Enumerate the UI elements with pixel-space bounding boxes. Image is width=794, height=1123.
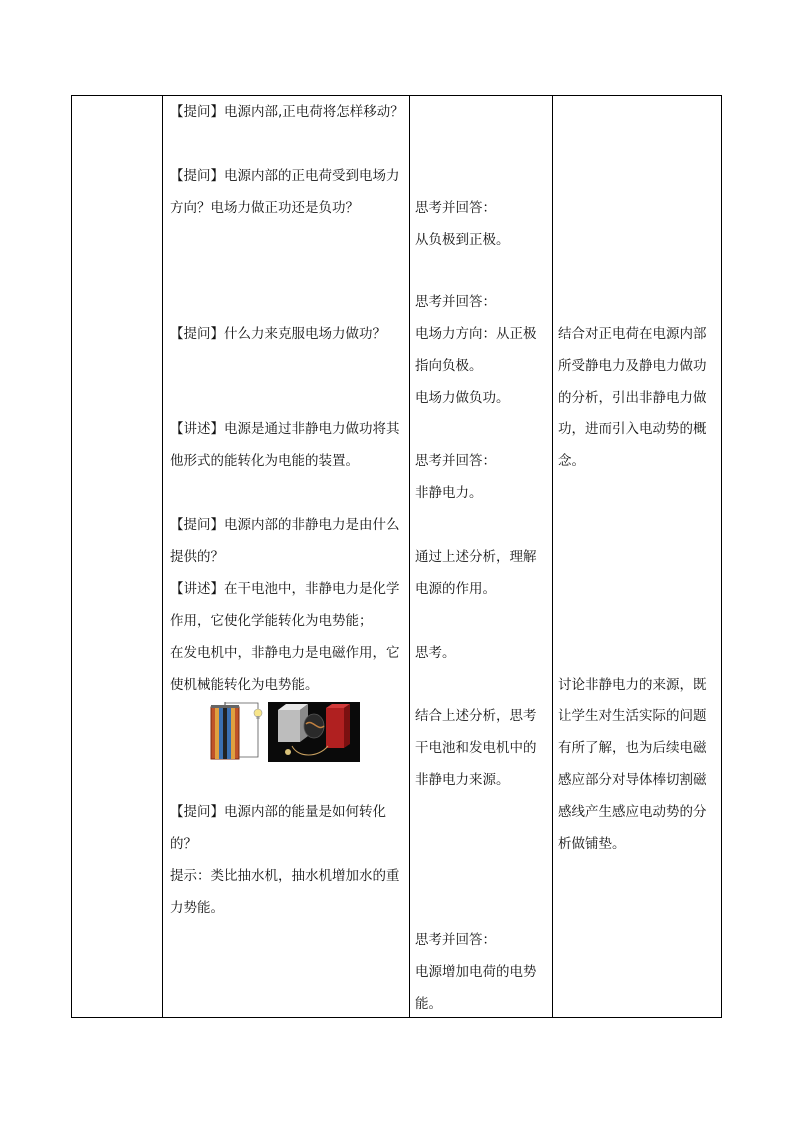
text-line: 结合上述分析，思考 bbox=[415, 708, 537, 724]
text-line: 干电池和发电机中的 bbox=[415, 740, 537, 756]
text-line: 【提问】电源内部,正电荷将怎样移动？ bbox=[170, 104, 404, 120]
text-line: 析做铺垫。 bbox=[558, 836, 626, 852]
text-line: 【提问】电源内部的能量是如何转化 bbox=[170, 804, 386, 820]
text-line: 在发电机中，非静电力是电磁作用，它 bbox=[170, 645, 400, 661]
text-line: 作用，它使化学能转化为电势能； bbox=[170, 613, 373, 629]
text-line: 感线产生感应电动势的分 bbox=[558, 804, 707, 820]
text-line: 的？ bbox=[170, 836, 197, 852]
text-line: 方向？电场力做正功还是负功？ bbox=[170, 200, 359, 216]
text-line: 【提问】什么力来克服电场力做功？ bbox=[170, 326, 386, 342]
text-line: 指向负极。 bbox=[415, 358, 483, 374]
text-line: 【提问】电源内部的正电荷受到电场力 bbox=[170, 168, 400, 184]
text-line: 能。 bbox=[415, 996, 442, 1012]
text-line: 力势能。 bbox=[170, 900, 224, 916]
text-line: 使机械能转化为电势能。 bbox=[170, 677, 319, 693]
text-line: 电源增加电荷的电势 bbox=[415, 964, 537, 980]
text-line: 他形式的能转化为电能的装置。 bbox=[170, 453, 359, 469]
text-line: 【提问】电源内部的非静电力是由什么 bbox=[170, 517, 400, 533]
text-line: 提示：类比抽水机，抽水机增加水的重 bbox=[170, 868, 400, 884]
text-line: 讨论非静电力的来源，既 bbox=[558, 677, 707, 693]
battery-generator-figure bbox=[208, 702, 360, 762]
text-line: 让学生对生活实际的问题 bbox=[558, 708, 707, 724]
text-line: 非静电力来源。 bbox=[415, 772, 510, 788]
text-line: 功，进而引入电动势的概 bbox=[558, 421, 707, 437]
light-bulb-icon bbox=[254, 709, 262, 719]
text-line: 结合对正电荷在电源内部 bbox=[558, 326, 707, 342]
text-line: 思考并回答： bbox=[415, 453, 496, 469]
column-divider bbox=[162, 96, 163, 1017]
column-divider bbox=[552, 96, 553, 1017]
text-line: 的分析，引出非静电力做 bbox=[558, 390, 707, 406]
text-line: 思考并回答： bbox=[415, 200, 496, 216]
text-line: 【讲述】电源是通过非静电力做功将其 bbox=[170, 421, 400, 437]
text-line: 【讲述】在干电池中，非静电力是化学 bbox=[170, 581, 400, 597]
text-line: 电源的作用。 bbox=[415, 581, 496, 597]
text-line: 思考并回答： bbox=[415, 294, 496, 310]
generator-image bbox=[268, 702, 360, 762]
text-line: 念。 bbox=[558, 453, 585, 469]
text-line: 从负极到正极。 bbox=[415, 232, 510, 248]
text-line: 思考并回答： bbox=[415, 932, 496, 948]
dry-cell-battery-image bbox=[211, 702, 258, 759]
lesson-table bbox=[71, 95, 722, 1018]
text-line: 电场力做负功。 bbox=[415, 390, 510, 406]
text-line: 通过上述分析，理解 bbox=[415, 549, 537, 565]
text-line: 感应部分对导体棒切割磁 bbox=[558, 772, 707, 788]
text-line: 电场力方向：从正极 bbox=[415, 326, 537, 342]
text-line: 提供的？ bbox=[170, 549, 224, 565]
text-line: 思考。 bbox=[415, 645, 456, 661]
text-line: 非静电力。 bbox=[415, 485, 483, 501]
text-line: 所受静电力及静电力做功 bbox=[558, 358, 707, 374]
text-line: 有所了解，也为后续电磁 bbox=[558, 740, 707, 756]
column-divider bbox=[409, 96, 410, 1017]
